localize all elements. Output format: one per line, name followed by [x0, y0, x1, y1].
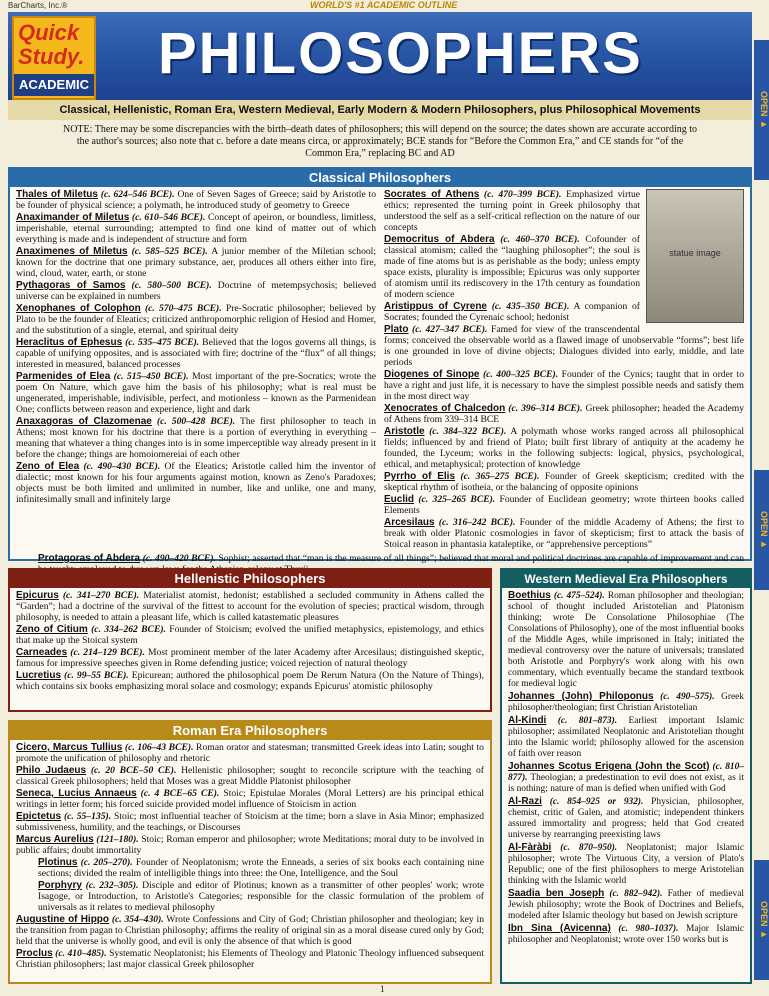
philosopher-dates: (c. 316–242 BCE).	[434, 517, 516, 528]
philosopher-name: Zeno of Citium	[16, 624, 88, 635]
philosopher-entry	[16, 647, 484, 669]
philosopher-dates: (c. 55–135).	[61, 811, 112, 822]
philosopher-description: Roman philosopher and theologian; school of thought included Aristotelian and Platonism thinking; wrote De Consolatione Philosophiae (The Consolations of Philosophy), one of the most influential books of the Middle Ages, while imprisoned in Italy; initiated the medieval controversy over the nature of universals; translated both Aristotle and Porphyry's work along with his own commentary, which eventually became the standard textbook for medieval logic	[508, 591, 745, 689]
philosopher-entry	[508, 888, 744, 922]
philosopher-entry	[16, 212, 376, 245]
philosopher-description: Founder of Neoplatonism; wrote the Enneads, a series of six books each containing nine sections; divided the realm of intelligible things into three: the One, Intelligence, and the Soul	[38, 857, 484, 879]
philosopher-entry	[16, 857, 484, 879]
philosopher-description: Stoic; Epistulae Morales (Moral Letters) are his principal ethical writings in letter form; his forced suicide provided model influence of Stoicism in action	[16, 788, 484, 810]
philosopher-entry	[508, 761, 744, 795]
philosopher-name: Diogenes of Sinope	[384, 369, 480, 380]
philosopher-entry	[16, 371, 376, 415]
philosopher-dates: (c. 396–314 BCE).	[505, 403, 583, 414]
open-tab-top: OPEN ►	[754, 40, 769, 180]
philosopher-name: Protagoras of Abdera	[38, 553, 141, 564]
philosopher-name: Saadia ben Joseph	[508, 888, 605, 899]
philosopher-name: Carneades	[16, 647, 68, 658]
philosopher-entry	[508, 842, 744, 887]
roman-list	[10, 740, 490, 973]
philosopher-dates: (c. 435–350 BCE).	[486, 301, 570, 312]
philosopher-description: A junior member of the Miletian school; known for the doctrine that one primary substance, aer, produces all others either into fire, wind, cloud, water, earth, or stone	[16, 246, 376, 279]
philosopher-dates: (c. 205–270).	[77, 857, 133, 868]
philosopher-dates: (c. 585–525 BCE).	[127, 246, 208, 257]
classical-left-column	[16, 189, 376, 551]
philosopher-dates: (c. 214–129 BCE).	[67, 647, 145, 658]
philosopher-name: Aristotle	[384, 426, 425, 437]
philosopher-entry	[16, 670, 484, 692]
philosopher-entry	[16, 811, 484, 833]
philosopher-description: Emphasized virtue ethics; represented the turning point in Greek philosophy that understood the self as a self-critical reflection on the nature of our concepts	[384, 189, 640, 233]
philosopher-dates: (c. 4 BCE–65 CE).	[136, 788, 220, 799]
philosopher-name: Johannes (John) Philoponus	[508, 691, 654, 702]
philosopher-name: Xenophanes of Colophon	[16, 303, 141, 314]
philosopher-name: Anaxagoras of Clazomenae	[16, 416, 152, 427]
philosopher-dates: (c. 882–942).	[604, 889, 663, 899]
philosopher-dates: (c. 410–485).	[52, 948, 107, 959]
philosopher-entry	[16, 624, 484, 646]
philosopher-description: Most prominent member of the later Academy after Arcesilaus; distinguished skeptic, famous for impressive speeches given in Rome defending justice; voiced rejection of natural theology	[16, 647, 484, 669]
philosopher-name: Euclid	[384, 494, 415, 505]
philosopher-entry	[16, 880, 484, 913]
philosopher-entry	[16, 834, 484, 856]
philosopher-entry	[384, 471, 744, 493]
philosopher-name: Johannes Scotus Erigena (John the Scot)	[508, 761, 710, 772]
philosopher-dates: (c. 810–877).	[508, 762, 744, 783]
logo-academic: ACADEMIC	[14, 74, 94, 96]
philosopher-name: Marcus Aurelius	[16, 834, 94, 845]
philosopher-description: Concept of apeiron, or boundless, limitless, imperishable, eternal surrounding; attempted to find one kind of matter out of which everything is made and is independent of structure and form	[16, 212, 376, 245]
philosopher-dates: (c. 500–428 BCE).	[151, 416, 236, 427]
philosopher-entry	[16, 189, 376, 211]
philosopher-description: Hellenistic philosopher; sought to reconcile scripture with the teaching of classical Greek philosophers; held that Moses was a great Middle Platonist philosopher	[16, 765, 484, 787]
philosopher-description: One of Seven Sages of Greece; said by Aristotle to be founder of physical science; a polymath, he introduced study of geometry to Greece	[16, 189, 377, 211]
philosopher-description: Cofounder of classical atomism; called the “laughing philosopher”; the soul is made of fine atoms but is as perishable as the body; unless empty space exists, plurality is impossible; Epicurus was only supporter of atomism until its rediscovery in the 17th century as foundation of modern science	[384, 234, 640, 300]
philosopher-description: Wrote Confessions and City of God; Christian philosopher and theologian; key in the transition from pagan to Christian philosophy; affirms the reality of original sin as a moral disease cured only by God; held that the universe is wholly good, and evil is only the absence of that which is good	[16, 914, 484, 947]
publisher: BarCharts, Inc.®	[8, 1, 68, 10]
philosopher-name: Aristippus of Cyrene	[384, 301, 487, 312]
philosopher-dates: (c. 870–950).	[551, 843, 618, 853]
philosopher-entry	[16, 742, 484, 764]
philosopher-dates: (c. 490–575).	[653, 692, 715, 702]
page-number: 1	[380, 984, 385, 994]
philosopher-dates: (c. 232–305).	[81, 880, 139, 891]
philosopher-dates: (c. 980–1037).	[610, 924, 679, 934]
philosopher-description: Stoic; Roman emperor and philosopher; wrote Meditations; moral duty to be involved in public affairs; doubt immortality	[16, 834, 485, 856]
philosopher-name: Proclus	[16, 948, 53, 959]
philosopher-dates: (c. 20 BCE–50 CE).	[86, 765, 177, 776]
philosopher-description: Greek philosopher; headed the Academy of Athens from 339–314 BCE	[384, 403, 745, 425]
classical-heading: Classical Philosophers	[10, 169, 750, 187]
philosopher-entry	[384, 494, 744, 516]
philosopher-name: Pyrrho of Elis	[384, 471, 456, 482]
philosopher-description: Epicurean; authored the philosophical poem De Rerum Natura (On the Nature of Things), which contains six books emphasizing moral solace and cosmology; expands Epicurus' atomistic philosophy	[16, 670, 484, 692]
page-title: PHILOSOPHERS	[158, 21, 643, 86]
philosopher-dates: (c. 400–325 BCE).	[479, 369, 559, 380]
philosopher-name: Anaximander of Miletus	[16, 212, 130, 223]
philosopher-name: Boethius	[508, 590, 551, 601]
philosopher-entry	[384, 403, 744, 425]
philosopher-entry	[508, 796, 744, 841]
philosopher-description: Neoplatonist; major Islamic philosopher; wrote The Virtuous City, a version of Plato's Republic; one of the first philosophers to merge Aristotelian thinking with the Islamic world	[508, 843, 744, 886]
philosopher-dates: (c. 99–55 BCE).	[61, 670, 129, 681]
roman-heading: Roman Era Philosophers	[10, 722, 490, 740]
philosopher-description: Pre-Socratic philosopher; believed by Plato to be the founder of Eleatics; criticized anthropomorphic religion of Hesiod and Homer, and the substitution of a single, eternal, and spiritual deity	[16, 303, 376, 336]
philosopher-entry	[384, 324, 744, 368]
philosopher-name: Seneca, Lucius Annaeus	[16, 788, 137, 799]
logo-quick: Quick	[18, 20, 80, 45]
philosopher-description: Disciple and editor of Plotinus; known as a transmitter of other peoples' work; wrote Isagoge, or Introduction, to Aristotle's Categories; responsible for the classic formulation of the problem of universals as it relates to medieval philosophy	[38, 880, 484, 913]
hellenistic-section	[8, 568, 492, 712]
philosopher-name: Arcesilaus	[384, 517, 435, 528]
philosopher-entry	[16, 337, 376, 370]
philosopher-dates: (c. 334–262 BCE).	[87, 624, 166, 635]
philosopher-dates: (c. 341–270 BCE).	[58, 590, 140, 601]
philosopher-name: Plotinus	[38, 857, 78, 868]
philosopher-name: Philo Judaeus	[16, 765, 87, 776]
roman-section	[8, 720, 492, 984]
philosopher-name: Plato	[384, 324, 409, 335]
philosopher-dates: (c. 106–43 BCE).	[122, 742, 194, 753]
philosopher-entry	[16, 914, 484, 947]
philosopher-description: Founder of the Cynics; taught that in order to have a right and just life, it is necessary to have the simplest possible needs and satisfy them in the most direct way	[384, 369, 744, 402]
philosopher-dates: (c. 535–475 BCE).	[122, 337, 200, 348]
philosopher-description: Greek philosopher/theologian; first Christian Aristotelian	[508, 692, 744, 713]
philosopher-entry	[16, 246, 376, 279]
philosopher-entry	[384, 369, 744, 402]
philosopher-name: Lucretius	[16, 670, 62, 681]
philosopher-dates: (c. 580–500 BCE).	[125, 280, 212, 291]
philosopher-dates: (c. 475–524).	[550, 591, 605, 601]
philosopher-description: Physician, philosopher, chemist, critic of Galen, and atomistic; independent thinkers assured immortality and progress; held that God created universe by rearranging preexisting laws	[508, 797, 744, 840]
philosopher-dates: (c. 515–450 BCE).	[110, 371, 189, 382]
philosopher-name: Epictetus	[16, 811, 62, 822]
philosopher-entry	[16, 280, 376, 302]
philosopher-description: The first philosopher to teach in Athens; most known for his doctrine that there is a portion of everything in everything – meaning that whatever a thing changes into is in some imperceptible way already present in it before the change; things are homoiomereiai of each other	[16, 416, 376, 460]
philosopher-description: Theologian; a predestination to evil does not exist, as it is nothing; nature of man is defied when unified with God	[508, 773, 744, 794]
philosopher-dates: (c. 365–275 BCE).	[455, 471, 540, 482]
classical-right-column	[384, 189, 744, 551]
statue-image	[646, 189, 744, 323]
note: NOTE: There may be some discrepancies with the birth–death dates of philosophers; this will depend on the source; the dates shown are accurate according to the author's sources; also note that c. before a date means circa, or approximately; BCE stands for “Before the Common Era,” and CE stands for “of the Common Era,” replacing BC and AD	[62, 124, 698, 159]
philosopher-name: Thales of Miletus	[16, 189, 98, 200]
philosopher-description: Materialist atomist, hedonist; established a secluded community in Athens called the “Garden”; had a doctrine of the survival of the fittest to account for the evolution of species; practical wisdom, through philosophy, is needed to attain a pleasant life, which is called katastematic pleasures	[16, 590, 484, 623]
philosopher-name: Porphyry	[38, 880, 82, 891]
philosopher-entry	[508, 691, 744, 714]
philosopher-dates: (c. 460–370 BCE).	[494, 234, 580, 245]
philosopher-description: Roman orator and statesman; transmitted Greek ideas into Latin; sought to promote the unification of philosophy and rhetoric	[16, 742, 484, 764]
philosopher-dates: (c. 490–420 BCE).	[140, 553, 216, 564]
statue-caption: statue image	[669, 248, 721, 258]
title-banner	[8, 12, 752, 103]
philosopher-entry	[16, 461, 376, 505]
philosopher-dates: (c. 384–322 BCE).	[424, 426, 507, 437]
philosopher-name: Pythagoras of Samos	[16, 280, 126, 291]
philosopher-description: Founder of Stoicism; evolved the unified metaphysics, epistemology, and ethics that make up the Stoical system	[16, 624, 484, 646]
open-tab-bottom: OPEN ►	[754, 860, 769, 980]
open-tab-middle: OPEN ►	[754, 470, 769, 590]
philosopher-dates: (c. 570–475 BCE).	[140, 303, 222, 314]
philosopher-entry	[508, 590, 744, 690]
philosopher-description: Of the Eleatics; Aristotle called him the inventor of dialectic; most known for his four arguments against motion, known as Zeno's Paradoxes; objects must be both limited and unlimited in number, like and unlike, one and many, infinitesimally small and infinitely large	[16, 461, 377, 505]
philosopher-description: Founder of the middle Academy of Athens; the first to break with older Platonic cosmologies in favor of skepticism; first to attack the basis of Stoical reason in phantasia kataleptike, or “apprehensive perceptions”	[384, 517, 744, 550]
hellenistic-list	[10, 588, 490, 695]
philosopher-description: Famed for view of the transcendental forms; conceived the observable world as a flawed image of unobservable “forms”; best life is one grounded in love of divine objects; Dialogues divided into early, middle, and late periods	[384, 324, 744, 368]
philosopher-name: Socrates of Athens	[384, 189, 480, 200]
philosopher-name: Democritus of Abdera	[384, 234, 495, 245]
philosopher-entry	[508, 715, 744, 760]
philosopher-dates: (c. 427–347 BCE).	[408, 324, 488, 335]
philosopher-entry	[16, 948, 484, 970]
philosopher-name: Epicurus	[16, 590, 59, 601]
medieval-list	[502, 588, 750, 949]
philosopher-dates: (121–180).	[93, 834, 139, 845]
medieval-heading: Western Medieval Era Philosophers	[502, 570, 750, 588]
philosopher-description: A companion of Socrates; founded the Cyrenaic school; hedonist	[384, 301, 640, 323]
philosopher-entry	[16, 416, 376, 460]
philosopher-name: Parmenides of Elea	[16, 371, 111, 382]
quick-study-logo	[12, 16, 96, 100]
philosopher-dates: (c. 470–399 BCE).	[479, 189, 562, 200]
philosopher-description: Stoic; most influential teacher of Stoicism at the time; born a slave in Asia Minor; emphasized submissiveness, humility, and the teachings, or Discourses	[16, 811, 484, 833]
philosopher-entry	[16, 590, 484, 623]
philosopher-dates: (c. 490–430 BCE).	[79, 461, 161, 472]
philosopher-description: Founder of Greek skepticism; credited with the skeptical rhythm of isotheia, or the balancing of opposite opinions	[384, 471, 744, 493]
philosopher-entry	[16, 765, 484, 787]
philosopher-entry	[508, 923, 744, 946]
philosopher-dates: (c. 325–265 BCE).	[414, 494, 496, 505]
philosopher-description: A polymath whose works ranged across all philosophical fields; influenced by and friend of Plato; built first library of antiquity at the academy he founded, the Lyceum; works in the following subjects: logical, physics, psychological, ethical, and metaphysical; protection of knowledge	[384, 426, 744, 470]
philosopher-dates: (c. 354–430).	[109, 914, 164, 925]
philosopher-description: Earliest important Islamic philosopher; assimilated Neoplatonic and Aristotelian thought into the Islamic world; philosophy allowed for the ascension of faith over reason	[508, 716, 745, 759]
hellenistic-heading: Hellenistic Philosophers	[10, 570, 490, 588]
philosopher-name: Augustine of Hippo	[16, 914, 110, 925]
tagline: WORLD'S #1 ACADEMIC OUTLINE	[310, 0, 458, 10]
philosopher-entry	[384, 517, 744, 550]
philosopher-name: Anaximenes of Miletus	[16, 246, 128, 257]
philosopher-description: Founder of Euclidean geometry; wrote thirteen books called Elements	[384, 494, 745, 516]
philosopher-description: Sophist; asserted that “man is the measure of all things”; believed that moral and political doctrines are capable of improvement and can	[218, 553, 744, 564]
medieval-section	[500, 568, 752, 984]
philosopher-dates: (c. 854–925 or 932).	[541, 797, 644, 807]
philosopher-name: Heraclitus of Ephesus	[16, 337, 123, 348]
philosopher-description: Father of medieval Jewish philosophy; wrote the Book of Doctrines and Beliefs, modeled after Islamic theology but based on Jewish scripture	[508, 889, 744, 921]
philosopher-name: Al-Razi	[508, 796, 542, 807]
subtitle: Classical, Hellenistic, Roman Era, Western Medieval, Early Modern & Modern Philosophers, plus Philosophical Movements	[8, 100, 752, 120]
philosopher-dates: (c. 610–546 BCE).	[129, 212, 206, 223]
philosopher-name: Zeno of Elea	[16, 461, 80, 472]
philosopher-name: Xenocrates of Chalcedon	[384, 403, 506, 414]
logo-study: Study.	[18, 44, 85, 69]
philosopher-description: Major Islamic philosopher and Neoplatonist; wrote over 150 works but is	[508, 924, 745, 945]
philosopher-name: Cicero, Marcus Tullius	[16, 742, 123, 753]
philosopher-entry	[16, 788, 484, 810]
philosopher-dates: (c. 624–546 BCE).	[97, 189, 175, 200]
philosopher-name: Al-Kindi	[508, 715, 547, 726]
philosopher-description: Systematic Neoplatonist; his Elements of Theology and Platonic Theology influenced subsequent Christian philosophers; last major classical Greek philosopher	[16, 948, 484, 970]
philosopher-entry	[384, 426, 744, 470]
philosopher-name: Al-Fàràbi	[508, 842, 552, 853]
philosopher-name: Ibn Sina (Avicenna)	[508, 923, 611, 934]
classical-section	[8, 167, 752, 564]
philosopher-dates: (c. 801–873).	[546, 716, 618, 726]
philosopher-description: Doctrine of metempsychosis; believed universe can be explained in numbers	[16, 280, 376, 302]
philosopher-description: Believed that the logos governs all things, is capable of unifying opposites, and is associated with fire; doctrine of the “flux” of all things; interested in measured, balanced processes	[16, 337, 377, 370]
philosopher-description: Most important of the pre-Socratics; wrote the poem On Nature, which gave him the basis of his philosophy; what is real must be ungenerated, imperishable, indivisible, perfect, and motionless – known as the Parmenidean One; conflicts between reason and experience, light and dark	[16, 371, 377, 415]
philosopher-entry	[16, 303, 376, 336]
top-line	[0, 0, 769, 12]
